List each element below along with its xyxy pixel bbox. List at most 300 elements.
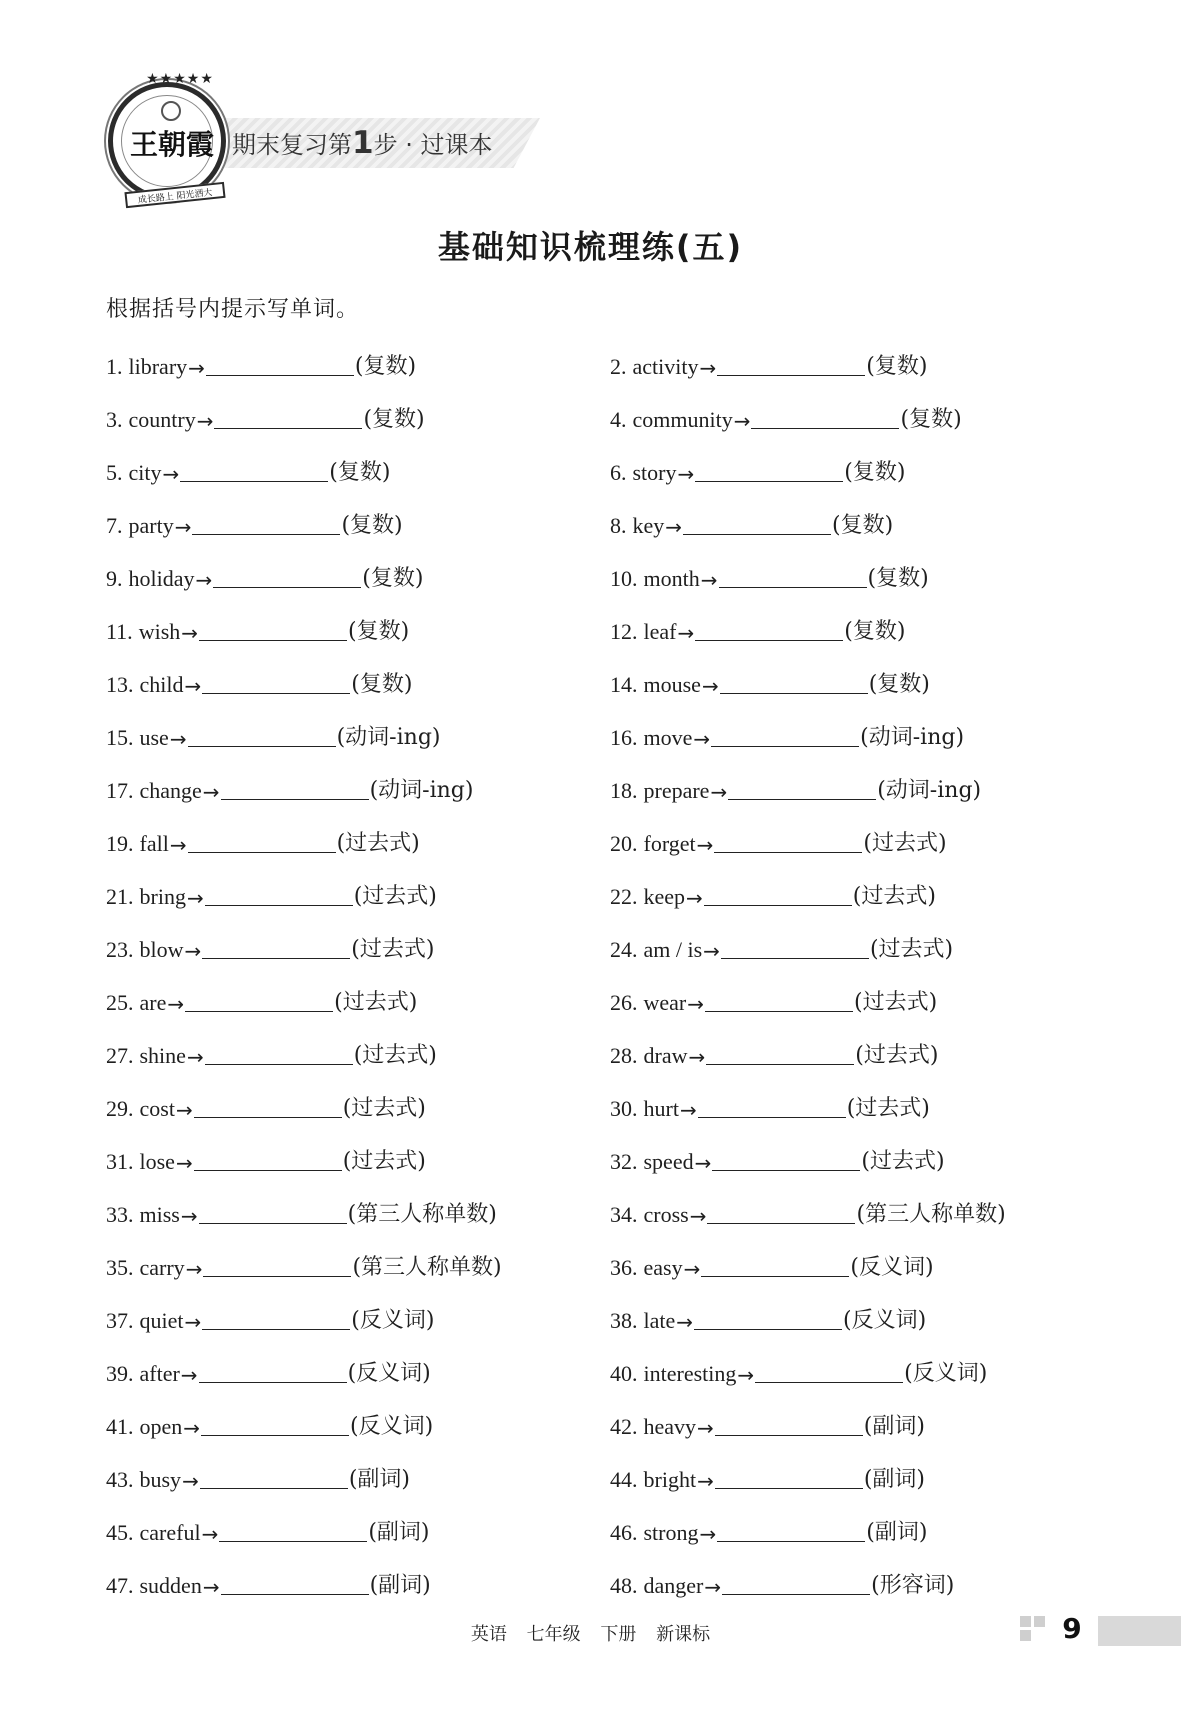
answer-blank[interactable] — [755, 1353, 903, 1383]
item-word: library — [128, 354, 188, 379]
page-number: 9 — [1062, 1612, 1082, 1645]
arrow-icon: → — [703, 939, 720, 963]
arrow-icon: → — [174, 515, 192, 539]
item-hint: (过去式) — [351, 937, 435, 962]
answer-blank[interactable] — [203, 1247, 351, 1277]
item-hint: (动词-ing) — [336, 725, 441, 750]
item-hint: (动词-ing) — [369, 778, 474, 803]
exercise-item — [106, 446, 610, 486]
item-word: mouse — [643, 672, 701, 697]
item-hint: (复数) — [362, 566, 424, 591]
answer-blank[interactable] — [751, 399, 899, 429]
arrow-icon: → — [737, 1363, 755, 1387]
item-number: 2. — [610, 354, 627, 379]
arrow-icon: → — [202, 1575, 220, 1599]
item-word: country — [128, 407, 196, 432]
answer-blank[interactable] — [698, 1088, 846, 1118]
item-word: open — [139, 1414, 183, 1439]
item-word: late — [643, 1308, 676, 1333]
item-word: hurt — [643, 1096, 679, 1121]
arrow-icon: → — [162, 462, 180, 486]
arrow-icon: → — [184, 1310, 202, 1334]
item-number: 37. — [106, 1308, 134, 1333]
item-word: careful — [139, 1520, 201, 1545]
item-hint: (复数) — [868, 672, 930, 697]
answer-blank[interactable] — [194, 1141, 342, 1171]
page-corner-icon — [1020, 1616, 1048, 1646]
arrow-icon: → — [175, 1098, 193, 1122]
answer-blank[interactable] — [712, 1141, 860, 1171]
item-number: 36. — [610, 1255, 638, 1280]
item-hint: (过去式) — [336, 831, 420, 856]
arrow-icon: → — [694, 1151, 712, 1175]
arrow-icon: → — [697, 1469, 714, 1493]
answer-blank[interactable] — [717, 1512, 865, 1542]
arrow-icon: → — [677, 462, 695, 486]
answer-blank[interactable] — [199, 1194, 347, 1224]
item-word: prepare — [643, 778, 710, 803]
answer-blank[interactable] — [214, 399, 362, 429]
item-hint: (过去式) — [852, 884, 936, 909]
arrow-icon: → — [180, 1363, 198, 1387]
arrow-icon: → — [710, 780, 728, 804]
item-word: bring — [139, 884, 186, 909]
item-hint: (副词) — [348, 1467, 410, 1492]
item-word: busy — [139, 1467, 182, 1492]
arrow-icon: → — [688, 1045, 706, 1069]
answer-blank[interactable] — [722, 1565, 870, 1595]
item-number: 10. — [610, 566, 638, 591]
exercise-item — [106, 552, 610, 592]
item-word: cost — [139, 1096, 175, 1121]
item-hint: (复数) — [867, 566, 929, 591]
item-number: 7. — [106, 513, 123, 538]
answer-blank[interactable] — [694, 1300, 842, 1330]
answer-blank[interactable] — [707, 1194, 855, 1224]
item-hint: (第三人称单数) — [352, 1255, 502, 1280]
banner-text — [232, 122, 492, 164]
item-number: 24. — [610, 937, 638, 962]
item-hint: (复数) — [363, 407, 425, 432]
item-word: heavy — [643, 1414, 697, 1439]
item-word: wear — [643, 990, 687, 1015]
answer-blank[interactable] — [715, 1406, 863, 1436]
banner-suffix: 步 · 过课本 — [373, 131, 493, 159]
item-word: party — [128, 513, 174, 538]
item-hint: (复数) — [341, 513, 403, 538]
item-word: lose — [139, 1149, 175, 1174]
answer-blank[interactable] — [721, 929, 869, 959]
answer-blank[interactable] — [695, 452, 843, 482]
answer-blank[interactable] — [199, 1353, 347, 1383]
item-hint: (复数) — [832, 513, 894, 538]
item-number: 11. — [106, 619, 133, 644]
item-number: 48. — [610, 1573, 638, 1598]
item-hint: (副词) — [863, 1467, 925, 1492]
exercise-item — [106, 499, 610, 539]
item-number: 31. — [106, 1149, 134, 1174]
item-word: wish — [138, 619, 181, 644]
item-number: 1. — [106, 354, 123, 379]
answer-blank[interactable] — [180, 452, 328, 482]
item-number: 44. — [610, 1467, 638, 1492]
exercise-item — [610, 923, 1066, 963]
stars-icon: ★★★★★ — [146, 72, 214, 87]
banner-step-number: 1 — [352, 125, 374, 161]
item-word: are — [139, 990, 167, 1015]
arrow-icon: → — [696, 833, 714, 857]
item-word: miss — [139, 1202, 180, 1227]
answer-blank[interactable] — [221, 1565, 369, 1595]
arrow-icon: → — [201, 1522, 219, 1546]
item-number: 5. — [106, 460, 123, 485]
item-word: story — [632, 460, 677, 485]
exercise-item — [610, 1294, 1066, 1334]
exercise-item — [106, 923, 610, 963]
item-number: 20. — [610, 831, 638, 856]
exercise-item — [106, 1188, 610, 1228]
answer-blank[interactable] — [194, 1088, 342, 1118]
answer-blank[interactable] — [219, 1512, 367, 1542]
item-number: 35. — [106, 1255, 134, 1280]
answer-blank[interactable] — [188, 717, 336, 747]
exercise-item — [106, 1453, 610, 1493]
item-hint: (复数) — [866, 354, 928, 379]
exercise-item — [610, 1506, 1066, 1546]
item-number: 17. — [106, 778, 134, 803]
item-hint: (复数) — [348, 619, 410, 644]
answer-blank[interactable] — [188, 823, 336, 853]
answer-blank[interactable] — [717, 346, 865, 376]
exercise-item — [106, 1506, 610, 1546]
item-hint: (反义词) — [347, 1361, 431, 1386]
exercise-item — [610, 1400, 1066, 1440]
item-hint: (复数) — [329, 460, 391, 485]
arrow-icon: → — [733, 409, 751, 433]
item-hint: (过去式) — [342, 1149, 426, 1174]
item-number: 4. — [610, 407, 627, 432]
exercise-item — [106, 1241, 610, 1281]
item-number: 40. — [610, 1361, 638, 1386]
answer-blank[interactable] — [719, 558, 867, 588]
answer-blank[interactable] — [206, 346, 354, 376]
item-word: after — [139, 1361, 180, 1386]
header — [100, 70, 560, 210]
page-tab — [1098, 1616, 1181, 1646]
answer-blank[interactable] — [202, 664, 350, 694]
item-hint: (第三人称单数) — [856, 1202, 1006, 1227]
arrow-icon: → — [693, 727, 711, 751]
arrow-icon: → — [186, 1045, 204, 1069]
exercise-item — [106, 870, 610, 910]
arrow-icon: → — [699, 356, 717, 380]
exercise-item — [610, 552, 1066, 592]
answer-blank[interactable] — [715, 1459, 863, 1489]
item-word: shine — [139, 1043, 186, 1068]
item-word: move — [643, 725, 693, 750]
exercise-item — [610, 499, 1066, 539]
item-number: 27. — [106, 1043, 134, 1068]
item-hint: (形容词) — [871, 1573, 955, 1598]
exercise-item — [610, 605, 1066, 645]
exercise-item — [106, 1347, 610, 1387]
item-hint: (过去式) — [342, 1096, 426, 1121]
item-word: activity — [632, 354, 699, 379]
item-word: fall — [139, 831, 169, 856]
exercise-item — [610, 1347, 1066, 1387]
item-word: draw — [643, 1043, 688, 1068]
item-hint: (副词) — [368, 1520, 430, 1545]
item-word: community — [632, 407, 733, 432]
answer-blank[interactable] — [205, 1035, 353, 1065]
item-word: speed — [643, 1149, 694, 1174]
exercise-item — [106, 658, 610, 698]
item-hint: (复数) — [351, 672, 413, 697]
item-hint: (过去式) — [854, 990, 938, 1015]
item-number: 12. — [610, 619, 638, 644]
item-hint: (反义词) — [351, 1308, 435, 1333]
exercise-item — [610, 1453, 1066, 1493]
item-word: month — [643, 566, 700, 591]
exercise-item — [106, 764, 610, 804]
arrow-icon: → — [180, 1204, 198, 1228]
arrow-icon: → — [184, 939, 202, 963]
banner-prefix: 期末复习第 — [232, 131, 352, 159]
brand-logo — [108, 72, 226, 206]
arrow-icon: → — [687, 992, 705, 1016]
item-number: 30. — [610, 1096, 638, 1121]
exercise-item — [610, 976, 1066, 1016]
exercise-item — [610, 658, 1066, 698]
item-word: city — [128, 460, 162, 485]
item-number: 16. — [610, 725, 638, 750]
item-hint: (反义词) — [850, 1255, 934, 1280]
item-number: 26. — [610, 990, 638, 1015]
exercise-item — [106, 817, 610, 857]
arrow-icon: → — [676, 1310, 694, 1334]
answer-blank[interactable] — [200, 1459, 348, 1489]
answer-blank[interactable] — [202, 1300, 350, 1330]
arrow-icon: → — [185, 1257, 203, 1281]
exercise-item — [610, 1241, 1066, 1281]
item-word: sudden — [139, 1573, 202, 1598]
item-word: cross — [643, 1202, 689, 1227]
item-hint: (过去式) — [353, 884, 437, 909]
arrow-icon: → — [679, 1098, 697, 1122]
arrow-icon: → — [689, 1204, 707, 1228]
item-number: 14. — [610, 672, 638, 697]
arrow-icon: → — [699, 1522, 717, 1546]
exercise-item — [610, 817, 1066, 857]
item-word: am / is — [643, 937, 703, 962]
answer-blank[interactable] — [213, 558, 361, 588]
exercise-item — [106, 1082, 610, 1122]
arrow-icon: → — [195, 568, 213, 592]
logo-brand-name: 王朝霞 — [129, 128, 214, 161]
arrow-icon: → — [181, 621, 199, 645]
item-hint: (过去式) — [846, 1096, 930, 1121]
answer-blank[interactable] — [705, 982, 853, 1012]
exercise-item — [610, 870, 1066, 910]
answer-blank[interactable] — [701, 1247, 849, 1277]
item-number: 33. — [106, 1202, 134, 1227]
arrow-icon: → — [188, 356, 205, 380]
item-hint: (过去式) — [353, 1043, 437, 1068]
answer-blank[interactable] — [714, 823, 862, 853]
item-number: 47. — [106, 1573, 134, 1598]
item-hint: (复数) — [900, 407, 962, 432]
item-word: interesting — [643, 1361, 737, 1386]
item-number: 22. — [610, 884, 638, 909]
item-word: blow — [139, 937, 184, 962]
item-hint: (第三人称单数) — [347, 1202, 497, 1227]
arrow-icon: → — [167, 992, 185, 1016]
answer-blank[interactable] — [720, 664, 868, 694]
arrow-icon: → — [704, 1575, 722, 1599]
item-number: 13. — [106, 672, 134, 697]
item-number: 34. — [610, 1202, 638, 1227]
item-number: 32. — [610, 1149, 638, 1174]
answer-blank[interactable] — [192, 505, 340, 535]
exercise-item — [610, 446, 1066, 486]
emblem-icon — [161, 101, 181, 121]
arrow-icon: → — [175, 1151, 193, 1175]
exercise-item — [106, 711, 610, 751]
footer-text: 英语 七年级 下册 新课标 — [470, 1624, 711, 1645]
item-word: quiet — [139, 1308, 184, 1333]
item-number: 23. — [106, 937, 134, 962]
exercise-item — [610, 764, 1066, 804]
exercise-item — [610, 711, 1066, 751]
item-hint: (复数) — [844, 619, 906, 644]
item-hint: (反义词) — [904, 1361, 988, 1386]
answer-blank[interactable] — [221, 770, 369, 800]
item-word: keep — [643, 884, 686, 909]
item-hint: (反义词) — [843, 1308, 927, 1333]
exercise-item — [610, 1135, 1066, 1175]
item-number: 21. — [106, 884, 134, 909]
item-number: 38. — [610, 1308, 638, 1333]
exercise-item — [610, 340, 1066, 380]
exercise-item — [106, 605, 610, 645]
item-word: carry — [139, 1255, 185, 1280]
answer-blank[interactable] — [706, 1035, 854, 1065]
item-word: change — [139, 778, 202, 803]
exercise-item — [106, 1135, 610, 1175]
item-hint: (复数) — [844, 460, 906, 485]
arrow-icon: → — [665, 515, 683, 539]
item-hint: (过去式) — [334, 990, 418, 1015]
item-number: 3. — [106, 407, 123, 432]
exercise-item — [106, 1029, 610, 1069]
exercise-item — [610, 1559, 1066, 1599]
item-number: 18. — [610, 778, 638, 803]
arrow-icon: → — [202, 780, 220, 804]
item-word: leaf — [643, 619, 677, 644]
arrow-icon: → — [183, 1416, 201, 1440]
item-number: 41. — [106, 1414, 134, 1439]
arrow-icon: → — [169, 727, 187, 751]
arrow-icon: → — [686, 886, 703, 910]
exercise-item — [106, 976, 610, 1016]
item-hint: (动词-ing) — [860, 725, 965, 750]
answer-blank[interactable] — [199, 611, 347, 641]
item-number: 9. — [106, 566, 123, 591]
item-number: 25. — [106, 990, 134, 1015]
arrow-icon: → — [683, 1257, 701, 1281]
item-hint: (过去式) — [869, 937, 954, 962]
item-word: bright — [643, 1467, 697, 1492]
item-hint: (动词-ing) — [877, 778, 982, 803]
item-number: 46. — [610, 1520, 638, 1545]
exercise-item — [106, 1559, 610, 1599]
answer-blank[interactable] — [728, 770, 876, 800]
arrow-icon: → — [701, 674, 719, 698]
item-number: 29. — [106, 1096, 134, 1121]
item-number: 15. — [106, 725, 134, 750]
item-number: 8. — [610, 513, 627, 538]
arrow-icon: → — [677, 621, 695, 645]
item-number: 19. — [106, 831, 134, 856]
arrow-icon: → — [169, 833, 187, 857]
exercise-item — [610, 1188, 1066, 1228]
item-number: 42. — [610, 1414, 638, 1439]
item-number: 43. — [106, 1467, 134, 1492]
item-hint: (过去式) — [861, 1149, 945, 1174]
answer-blank[interactable] — [704, 876, 852, 906]
item-hint: (复数) — [354, 354, 417, 379]
item-number: 28. — [610, 1043, 638, 1068]
exercise-item — [610, 1082, 1066, 1122]
answer-blank[interactable] — [695, 611, 843, 641]
instruction: 根据括号内提示写单词。 — [106, 297, 360, 322]
exercise-item — [106, 1294, 610, 1334]
arrow-icon: → — [196, 409, 214, 433]
arrow-icon: → — [184, 674, 202, 698]
item-hint: (过去式) — [855, 1043, 939, 1068]
answer-blank[interactable] — [205, 876, 353, 906]
exercise-item — [106, 340, 610, 380]
item-word: use — [139, 725, 169, 750]
arrow-icon: → — [182, 1469, 199, 1493]
arrow-icon: → — [186, 886, 204, 910]
item-hint: (副词) — [369, 1573, 431, 1598]
answer-blank[interactable] — [201, 1406, 349, 1436]
item-hint: (过去式) — [863, 831, 947, 856]
item-word: strong — [643, 1520, 699, 1545]
item-number: 39. — [106, 1361, 134, 1386]
item-hint: (副词) — [863, 1414, 925, 1439]
exercise-item — [610, 1029, 1066, 1069]
item-word: easy — [643, 1255, 683, 1280]
item-word: holiday — [128, 566, 195, 591]
item-word: key — [632, 513, 665, 538]
page-title: 基础知识梳理练(五) — [437, 228, 744, 266]
arrow-icon: → — [697, 1416, 714, 1440]
exercise-item — [106, 1400, 610, 1440]
answer-blank[interactable] — [711, 717, 859, 747]
answer-blank[interactable] — [683, 505, 831, 535]
exercise-item — [610, 393, 1066, 433]
logo-slogan: 成长路上 阳光洒大 — [124, 182, 225, 208]
answer-blank[interactable] — [185, 982, 333, 1012]
exercise-item — [106, 393, 610, 433]
answer-blank[interactable] — [202, 929, 350, 959]
item-word: child — [139, 672, 184, 697]
exercise-list — [106, 340, 1066, 1612]
arrow-icon: → — [700, 568, 718, 592]
item-hint: (反义词) — [350, 1414, 434, 1439]
